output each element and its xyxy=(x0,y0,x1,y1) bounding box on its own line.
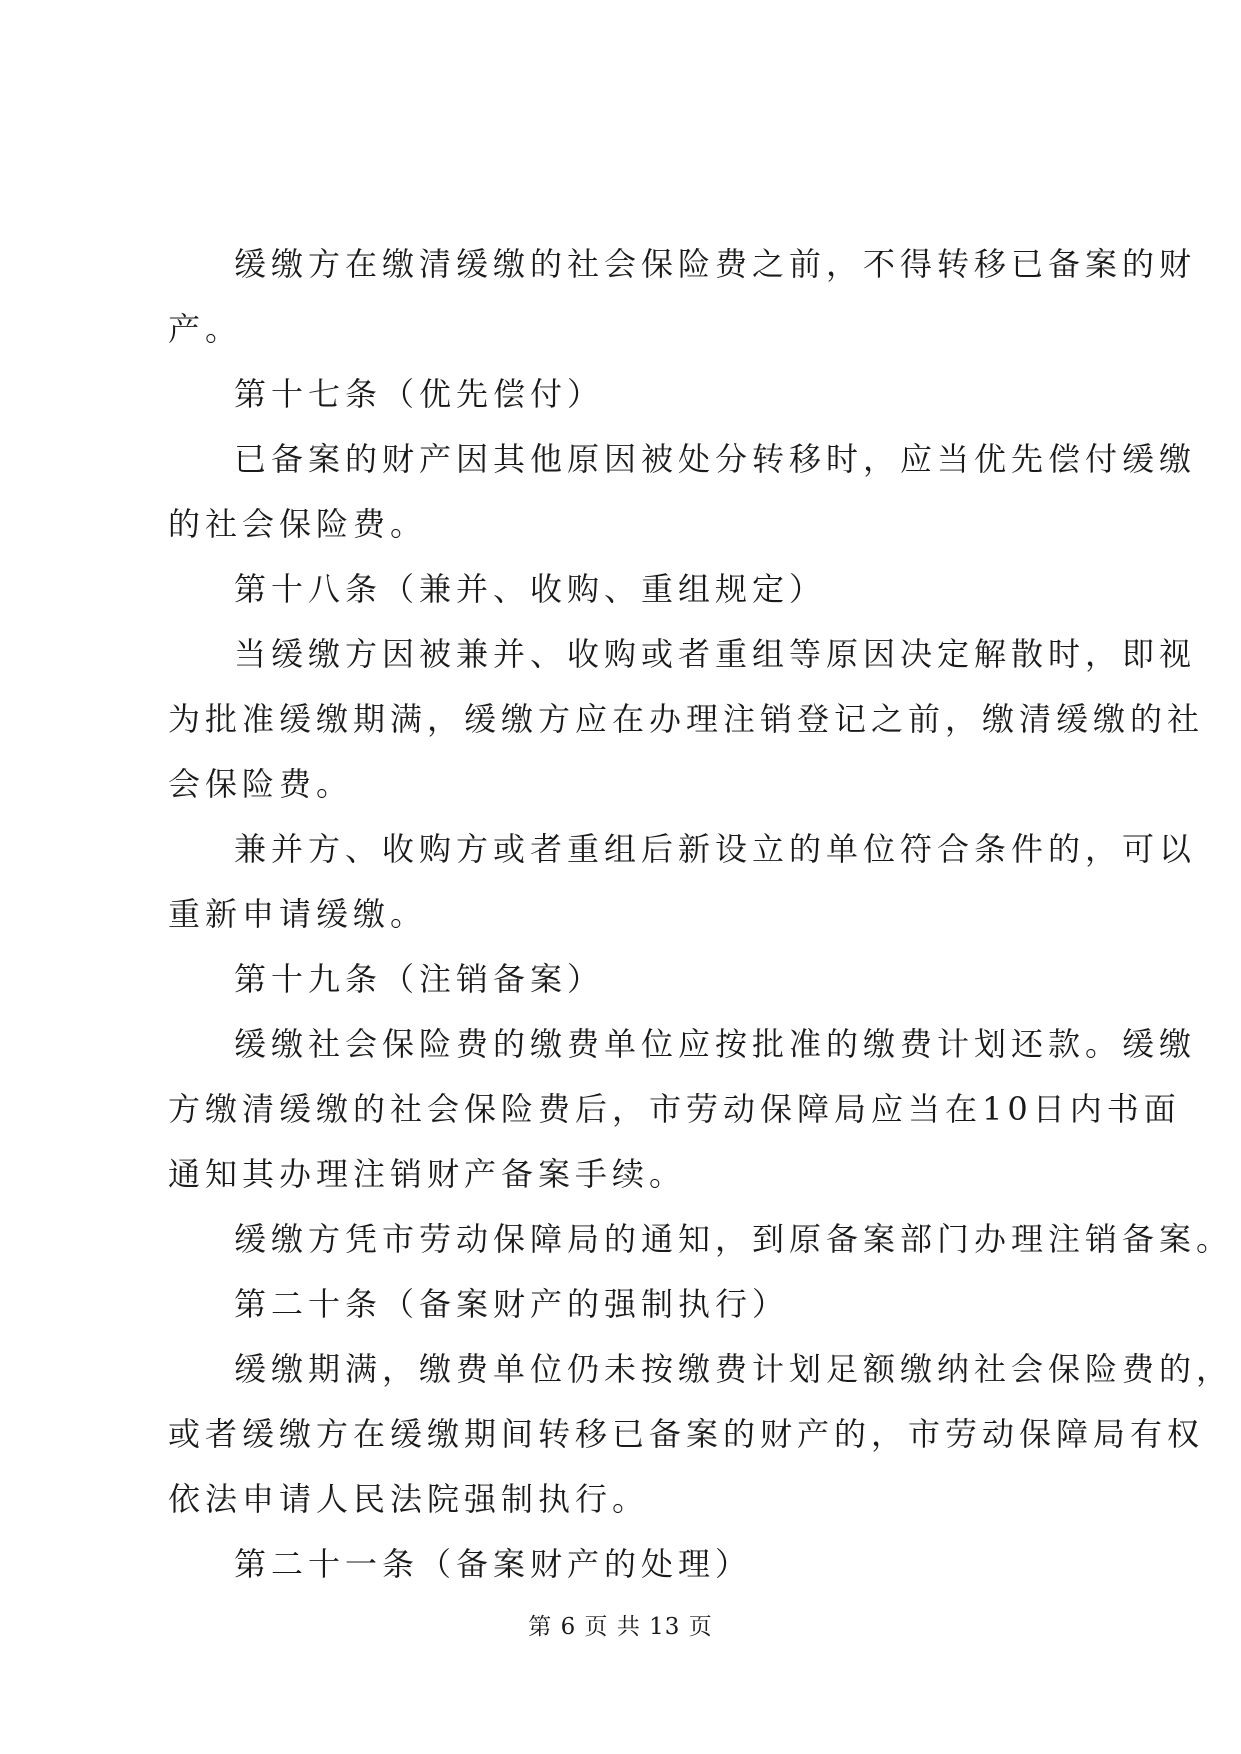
text-line: 依法申请人民法院强制执行。 xyxy=(168,1480,650,1518)
text-line: 当缓缴方因被兼并、收购或者重组等原因决定解散时，即视 xyxy=(234,635,1197,673)
text-line: 的社会保险费。 xyxy=(168,505,428,543)
text-line: 缓缴方凭市劳动保障局的通知，到原备案部门办理注销备案。 xyxy=(234,1220,1234,1258)
document-body xyxy=(168,232,1234,1597)
text-line: 为批准缓缴期满，缓缴方应在办理注销登记之前，缴清缓缴的社 xyxy=(168,700,1205,738)
text-line: 通知其办理注销财产备案手续。 xyxy=(168,1155,687,1193)
text-line: 已备案的财产因其他原因被处分转移时，应当优先偿付缓缴 xyxy=(234,440,1197,478)
article-heading: 第二十条（备案财产的强制执行） xyxy=(234,1285,790,1323)
text-line: 缓缴期满，缴费单位仍未按缴费计划足额缴纳社会保险费的， xyxy=(234,1350,1234,1388)
text-line: 缓缴社会保险费的缴费单位应按批准的缴费计划还款。缓缴 xyxy=(234,1025,1197,1063)
text-line: 方缴清缓缴的社会保险费后，市劳动保障局应当在10日内书面 xyxy=(168,1090,1181,1128)
article-heading: 第十八条（兼并、收购、重组规定） xyxy=(234,570,827,608)
article-heading: 第十九条（注销备案） xyxy=(234,960,605,998)
text-line: 重新申请缓缴。 xyxy=(168,895,428,933)
text-line: 缓缴方在缴清缓缴的社会保险费之前，不得转移已备案的财 xyxy=(234,245,1197,283)
article-heading: 第十七条（优先偿付） xyxy=(234,375,605,413)
text-line: 会保险费。 xyxy=(168,765,354,803)
page-footer: 第 6 页 共 13 页 xyxy=(528,1614,713,1640)
text-line: 产。 xyxy=(168,310,243,348)
text-line: 兼并方、收购方或者重组后新设立的单位符合条件的，可以 xyxy=(234,830,1197,868)
text-line: 或者缓缴方在缓缴期间转移已备案的财产的，市劳动保障局有权 xyxy=(168,1415,1205,1453)
article-heading: 第二十一条（备案财产的处理） xyxy=(234,1545,753,1583)
